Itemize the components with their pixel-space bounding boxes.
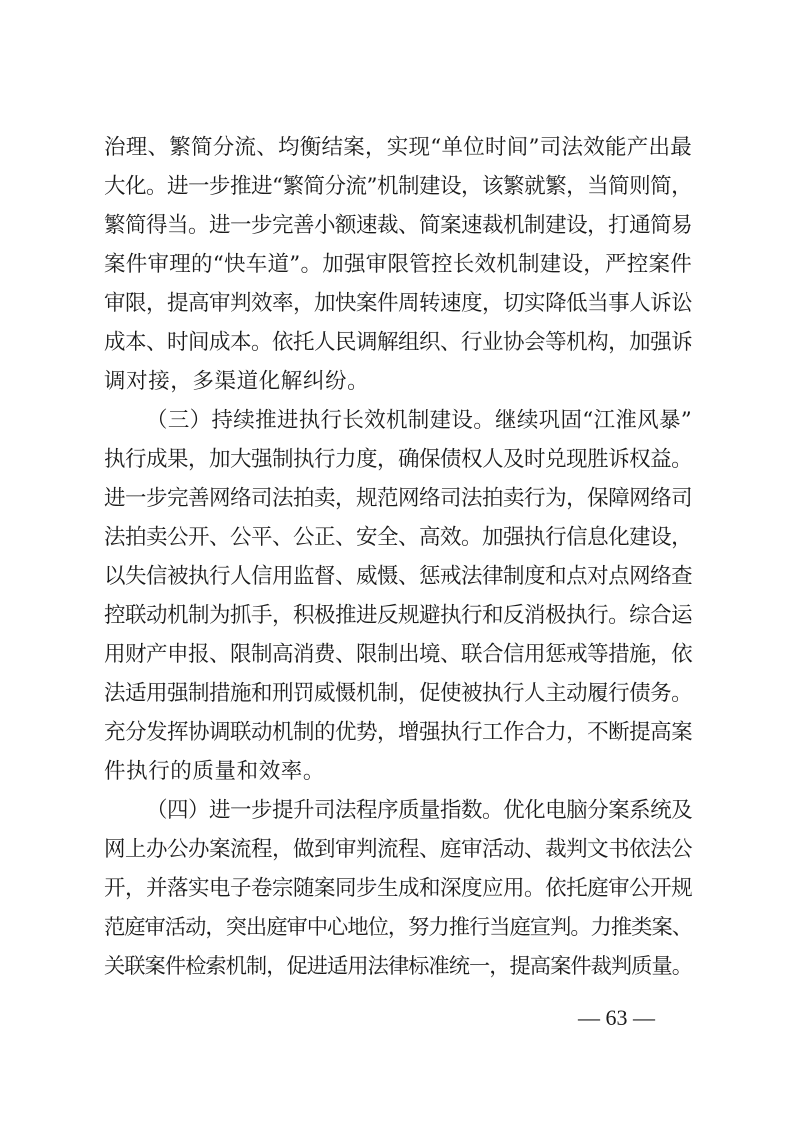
section-heading-line: （三）持续推进执行长效机制建设。继续巩固“江淮风暴” [146, 408, 692, 433]
body-text-line: 大化。进一步推进“繁简分流”机制建设，该繁就繁，当简则简， [104, 174, 692, 199]
body-text-line: 繁简得当。进一步完善小额速裁、简案速裁机制建设，打通简易 [104, 213, 692, 238]
body-text-line: 以失信被执行人信用监督、威慑、惩戒法律制度和点对点网络查 [104, 564, 692, 589]
body-text-line: 治理、繁简分流、均衡结案，实现“单位时间”司法效能产出最 [104, 135, 692, 160]
body-text-line: 开，并落实电子卷宗随案同步生成和深度应用。依托庭审公开规 [104, 876, 692, 901]
body-text-line: 范庭审活动，突出庭审中心地位，努力推行当庭宣判。力推类案、 [104, 915, 692, 940]
body-text-line: 控联动机制为抓手，积极推进反规避执行和反消极执行。综合运 [104, 603, 692, 628]
body-text-line: 审限，提高审判效率，加快案件周转速度，切实降低当事人诉讼 [104, 291, 692, 316]
body-text-line: 用财产申报、限制高消费、限制出境、联合信用惩戒等措施，依 [104, 642, 692, 667]
page-number: — 63 — [578, 1005, 655, 1030]
body-text-line: 进一步完善网络司法拍卖，规范网络司法拍卖行为，保障网络司 [104, 486, 692, 511]
body-text-line: 案件审理的“快车道”。加强审限管控长效机制建设，严控案件 [104, 252, 692, 277]
section-heading-line: （四）进一步提升司法程序质量指数。优化电脑分案系统及 [146, 798, 692, 823]
body-text-line: 件执行的质量和效率。 [104, 759, 326, 784]
body-text-line: 充分发挥协调联动机制的优势，增强执行工作合力，不断提高案 [104, 720, 692, 745]
body-text-line: 法拍卖公开、公平、公正、安全、高效。加强执行信息化建设， [104, 525, 692, 550]
body-text-line: 法适用强制措施和刑罚威慑机制，促使被执行人主动履行债务。 [104, 681, 692, 706]
body-text-line: 调对接，多渠道化解纠纷。 [104, 369, 370, 394]
body-text-line: 网上办公办案流程，做到审判流程、庭审活动、裁判文书依法公 [104, 837, 692, 862]
body-text-line: 执行成果，加大强制执行力度，确保债权人及时兑现胜诉权益。 [104, 447, 692, 472]
body-text-line: 成本、时间成本。依托人民调解组织、行业协会等机构，加强诉 [104, 330, 692, 355]
body-text-line: 关联案件检索机制，促进适用法律标准统一，提高案件裁判质量。 [104, 954, 692, 979]
